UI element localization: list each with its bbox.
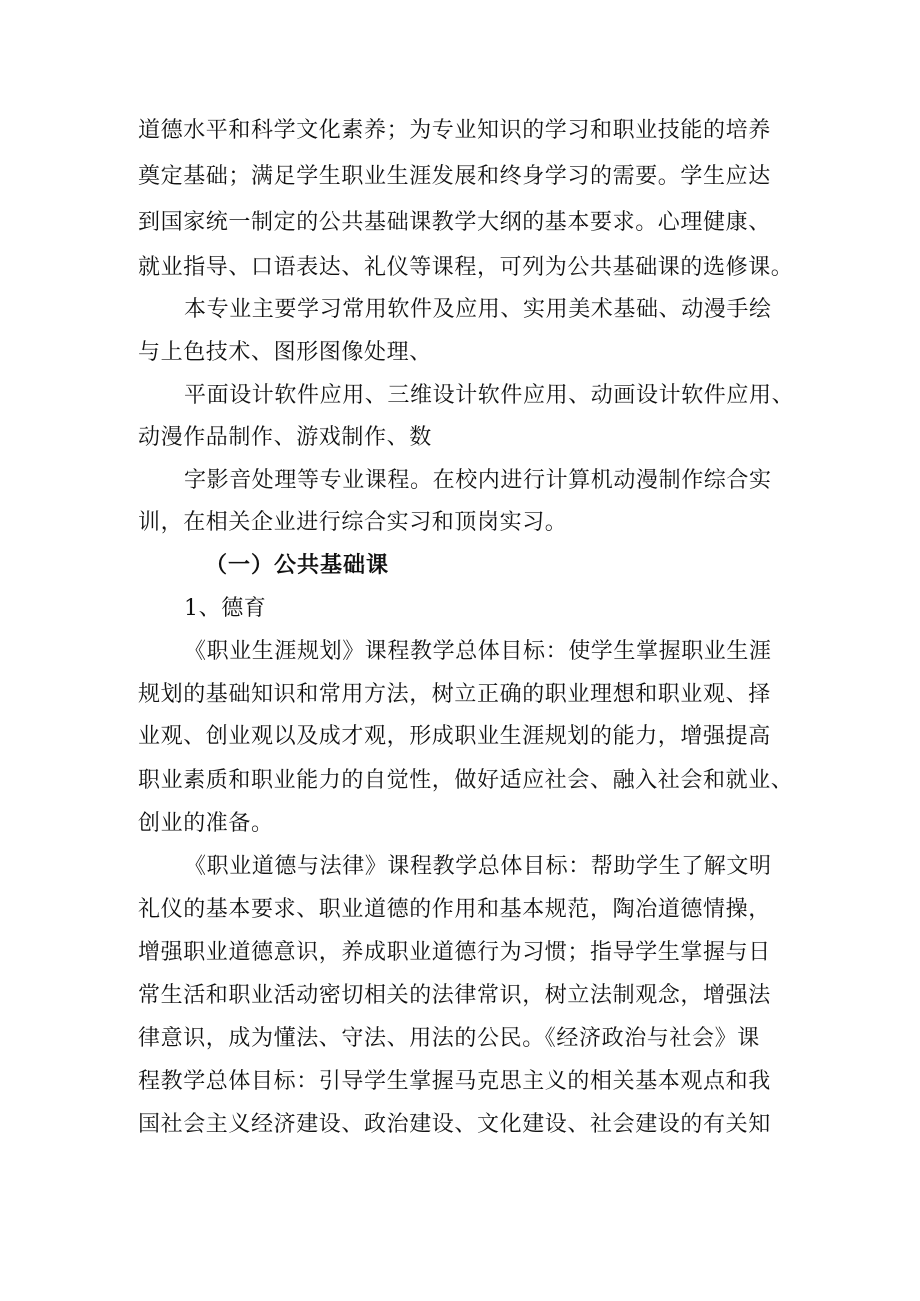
text-line: 训，在相关企业进行综合实习和顶岗实习。 (138, 510, 568, 535)
text-line: 程教学总体目标：引导学生掌握马克思主义的相关基本观点和我 (138, 1069, 771, 1094)
text-line: 《职业道德与法律》课程教学总体目标：帮助学生了解文明 (184, 854, 772, 879)
text-line: 道德水平和科学文化素养；为专业知识的学习和职业技能的培养 (138, 118, 771, 143)
section-heading: （一）公共基础课 (205, 553, 390, 578)
text-line: 常生活和职业活动密切相关的法律常识，树立法制观念，增强法 (138, 983, 771, 1008)
text-line: 字影音处理等专业课程。在校内进行计算机动漫制作综合实 (184, 468, 772, 493)
text-line: 礼仪的基本要求、职业道德的作用和基本规范，陶冶道德情操， (138, 897, 771, 922)
text-line: 到国家统一制定的公共基础课教学大纲的基本要求。心理健康、 (138, 210, 771, 235)
text-line: 业观、创业观以及成才观，形成职业生涯规划的能力，增强提高 (138, 724, 771, 749)
text-line: 律意识，成为懂法、守法、用法的公民。《经济政治与社会》课 (138, 1026, 760, 1051)
text-line: 国社会主义经济建设、政治建设、文化建设、社会建设的有关知 (138, 1112, 771, 1137)
text-line: 平面设计软件应用、三维设计软件应用、动画设计软件应用、 (184, 383, 795, 408)
text-line: 动漫作品制作、游戏制作、数 (138, 425, 432, 450)
text-line: 奠定基础；满足学生职业生涯发展和终身学习的需要。学生应达 (138, 164, 771, 189)
subsection-heading: 1、德育 (184, 596, 267, 621)
text-line: 与上色技术、图形图像处理、 (138, 340, 432, 365)
text-line: 职业素质和职业能力的自觉性，做好适应社会、融入社会和就业、 (138, 768, 794, 793)
text-line: 本专业主要学习常用软件及应用、实用美术基础、动漫手绘 (184, 297, 772, 322)
text-line: 就业指导、口语表达、礼仪等课程，可列为公共基础课的选修课。 (138, 255, 794, 280)
text-line: 创业的准备。 (138, 811, 274, 836)
text-line: 规划的基础知识和常用方法，树立正确的职业理想和职业观、择 (138, 682, 771, 707)
text-line: 增强职业道德意识，养成职业道德行为习惯；指导学生掌握与日 (138, 940, 771, 965)
text-line: 《职业生涯规划》课程教学总体目标：使学生掌握职业生涯 (184, 639, 772, 664)
